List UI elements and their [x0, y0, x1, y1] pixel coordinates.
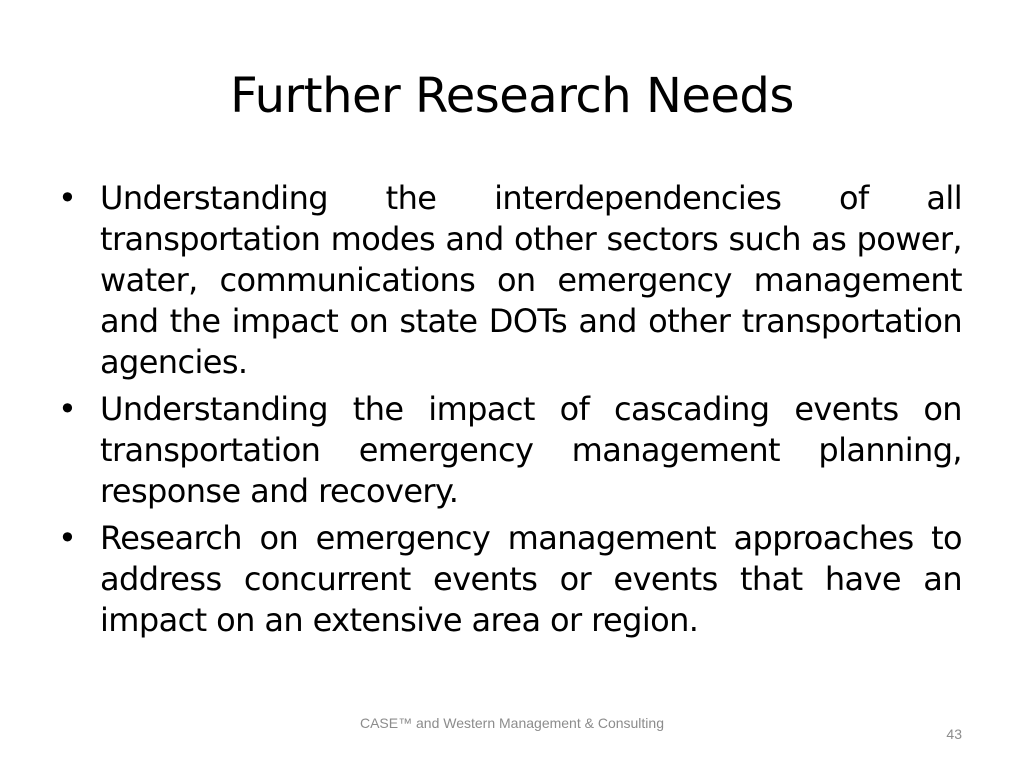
bullet-item [56, 518, 962, 641]
bullet-marker-icon: • [58, 179, 77, 217]
bullet-list [56, 178, 962, 647]
slide-title: Further Research Needs [230, 68, 794, 124]
bullet-text: Understanding the impact of cascading events on transportation emergency management planning, response and recovery. [100, 390, 962, 510]
bullet-marker-icon: • [58, 519, 77, 557]
bullet-text: Research on emergency management approaches to address concurrent events or events that have an impact on an extensive area or region. [100, 519, 962, 639]
bullet-item [56, 178, 962, 383]
bullet-item [56, 389, 962, 512]
bullet-text: Understanding the interdependencies of all transportation modes and other sectors such as power, water, communications on emergency management and the impact on state DOTs and other transportation agencies. [100, 179, 962, 381]
bullet-marker-icon: • [58, 390, 77, 428]
slide-footer: CASE™ and Western Management & Consulting [359, 715, 664, 731]
page-number: 43 [946, 726, 962, 742]
